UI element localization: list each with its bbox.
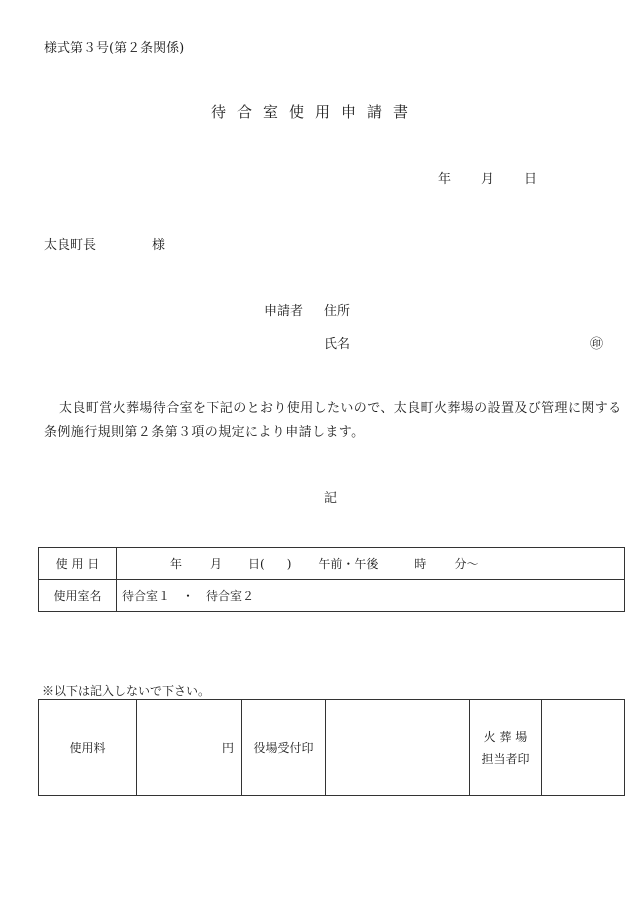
office-use-note: ※以下は記入しないで下さい。 (42, 684, 211, 698)
office-use-table (38, 699, 625, 796)
application-statement: 太良町営火葬場待合室を下記のとおり使用したいので、太良町火葬場の設置及び管理に関する条例施行規則第２条第３項の規定により申請します。 (44, 401, 622, 440)
usage-room-options: 待合室１ ・ 待合室２ (117, 580, 625, 612)
usage-table (38, 547, 625, 612)
date-month: 月 (481, 172, 495, 187)
usage-weekday-close: ) (286, 557, 292, 571)
usage-year: 年 (170, 557, 183, 571)
addressee-honorific: 様 (152, 238, 166, 253)
page-title: 待合室使用申請書 (210, 103, 419, 121)
usage-room-label: 使用室名 (39, 580, 117, 612)
receipt-stamp-label: 役場受付印 (242, 700, 326, 796)
addressee-name: 太良町長 (44, 238, 97, 253)
usage-date-label: 使 用 日 (39, 548, 117, 580)
applicant-label: 申請者 (264, 304, 304, 319)
usage-am-pm: 午前・午後 (318, 557, 379, 571)
fee-amount-cell: 円 (137, 700, 242, 796)
date-year: 年 (438, 172, 452, 187)
form-number: 様式第３号(第２条関係) (44, 41, 185, 56)
crematorium-staff-label (470, 700, 542, 796)
usage-date-row (39, 548, 625, 580)
seal-mark: ㊞ (590, 337, 604, 352)
receipt-stamp-cell (326, 700, 470, 796)
addressee (44, 234, 165, 253)
usage-hour: 時 (414, 557, 427, 571)
applicant-name-label: 氏名 (324, 337, 351, 352)
applicant-address-label: 住所 (324, 304, 351, 319)
staff-seal-label: 担当者印 (481, 751, 530, 766)
usage-minute: 分～ (454, 557, 479, 571)
usage-month: 月 (210, 557, 223, 571)
crematorium-label: 火 葬 場 (483, 729, 528, 744)
usage-day: 日( (248, 557, 265, 571)
staff-seal-cell (542, 700, 625, 796)
usage-room-row (39, 580, 625, 612)
fee-label: 使用料 (39, 700, 137, 796)
application-date (438, 168, 537, 187)
usage-date-field (117, 548, 625, 580)
date-day: 日 (524, 172, 538, 187)
ki-heading: 記 (324, 491, 338, 506)
